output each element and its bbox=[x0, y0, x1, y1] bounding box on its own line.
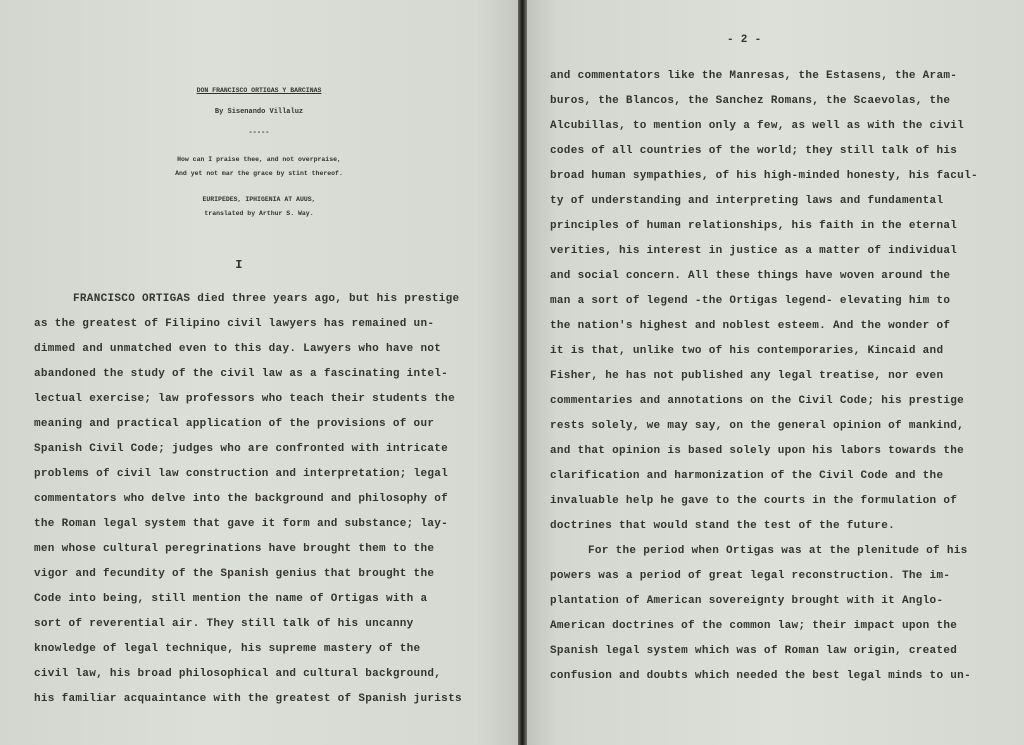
epigraph-line: How can I praise thee, and not overpraise, bbox=[177, 156, 341, 163]
body-line: powers was a period of great legal reconstruction. The im- bbox=[550, 570, 951, 582]
body-line: dimmed and unmatched even to this day. Lawyers who have not bbox=[34, 343, 442, 355]
right-page bbox=[527, 0, 1024, 745]
body-line: Spanish legal system which was of Roman law origin, created bbox=[550, 645, 958, 657]
body-line: and that opinion is based solely upon his labors towards the bbox=[550, 445, 965, 457]
body-line: commentaries and annotations on the Civil Code; his prestige bbox=[550, 395, 965, 407]
body-line: confusion and doubts which needed the best legal minds to un- bbox=[550, 670, 971, 682]
body-line: the nation's highest and noblest esteem. And the wonder of bbox=[550, 320, 951, 332]
body-line: buros, the Blancos, the Sanchez Romans, the Scaevolas, the bbox=[550, 95, 951, 107]
body-line: For the period when Ortigas was at the plenitude of his bbox=[588, 545, 968, 557]
book-gutter bbox=[518, 0, 527, 745]
body-line: as the greatest of Filipino civil lawyers has remained un- bbox=[34, 318, 435, 330]
document-title: DON FRANCISCO ORTIGAS Y BARCINAS bbox=[196, 87, 322, 94]
body-line: civil law, his broad philosophical and cultural background, bbox=[34, 668, 442, 680]
body-line: Code into being, still mention the name of Ortigas with a bbox=[34, 593, 428, 605]
body-line: problems of civil law construction and interpretation; legal bbox=[34, 468, 449, 480]
body-line: clarification and harmonization of the Civil Code and the bbox=[550, 470, 944, 482]
body-line: lectual exercise; law professors who teach their students the bbox=[34, 393, 455, 405]
body-line: FRANCISCO ORTIGAS died three years ago, but his prestige bbox=[73, 293, 460, 305]
body-line: verities, his interest in justice as a matter of individual bbox=[550, 245, 958, 257]
epigraph-attribution: EURIPEDES, IPHIGENIA AT AUUS, bbox=[202, 196, 316, 203]
separator-rule: ----- bbox=[248, 129, 270, 137]
section-numeral: I bbox=[235, 258, 243, 272]
body-line: American doctrines of the common law; their impact upon the bbox=[550, 620, 958, 632]
body-line: meaning and practical application of the provisions of our bbox=[34, 418, 435, 430]
body-line: codes of all countries of the world; they still talk of his bbox=[550, 145, 958, 157]
body-line: and commentators like the Manresas, the Estasens, the Aram- bbox=[550, 70, 958, 82]
body-line: it is that, unlike two of his contemporaries, Kincaid and bbox=[550, 345, 944, 357]
byline: By Sisenando Villaluz bbox=[214, 108, 304, 116]
body-line: men whose cultural peregrinations have brought them to the bbox=[34, 543, 435, 555]
body-line: Fisher, he has not published any legal treatise, nor even bbox=[550, 370, 944, 382]
body-line: commentators who delve into the background and philosophy of bbox=[34, 493, 449, 505]
body-line: abandoned the study of the civil law as a fascinating intel- bbox=[34, 368, 449, 380]
body-line: his familiar acquaintance with the greatest of Spanish jurists bbox=[34, 693, 462, 705]
body-line: broad human sympathies, of his high-minded honesty, his facul- bbox=[550, 170, 978, 182]
body-line: plantation of American sovereignty brought with it Anglo- bbox=[550, 595, 944, 607]
body-line: and social concern. All these things have woven around the bbox=[550, 270, 951, 282]
body-line: vigor and fecundity of the Spanish genius that brought the bbox=[34, 568, 435, 580]
body-line: rests solely, we may say, on the general opinion of mankind, bbox=[550, 420, 965, 432]
body-line: ty of understanding and interpreting laws and fundamental bbox=[550, 195, 944, 207]
page-number: - 2 - bbox=[727, 34, 762, 46]
epigraph-attribution: translated by Arthur S. Way. bbox=[204, 210, 314, 217]
body-line: Alcubillas, to mention only a few, as well as with the civil bbox=[550, 120, 965, 132]
body-line: Spanish Civil Code; judges who are confronted with intricate bbox=[34, 443, 449, 455]
body-line: doctrines that would stand the test of the future. bbox=[550, 520, 896, 532]
body-line: invaluable help he gave to the courts in the formulation of bbox=[550, 495, 958, 507]
body-line: knowledge of legal technique, his supreme mastery of the bbox=[34, 643, 421, 655]
body-line: the Roman legal system that gave it form and substance; lay- bbox=[34, 518, 449, 530]
epigraph-line: And yet not mar the grace by stint thereof. bbox=[175, 170, 343, 177]
body-line: principles of human relationships, his faith in the eternal bbox=[550, 220, 958, 232]
body-line: sort of reverential air. They still talk of his uncanny bbox=[34, 618, 414, 630]
body-line: man a sort of legend -the Ortigas legend- elevating him to bbox=[550, 295, 951, 307]
